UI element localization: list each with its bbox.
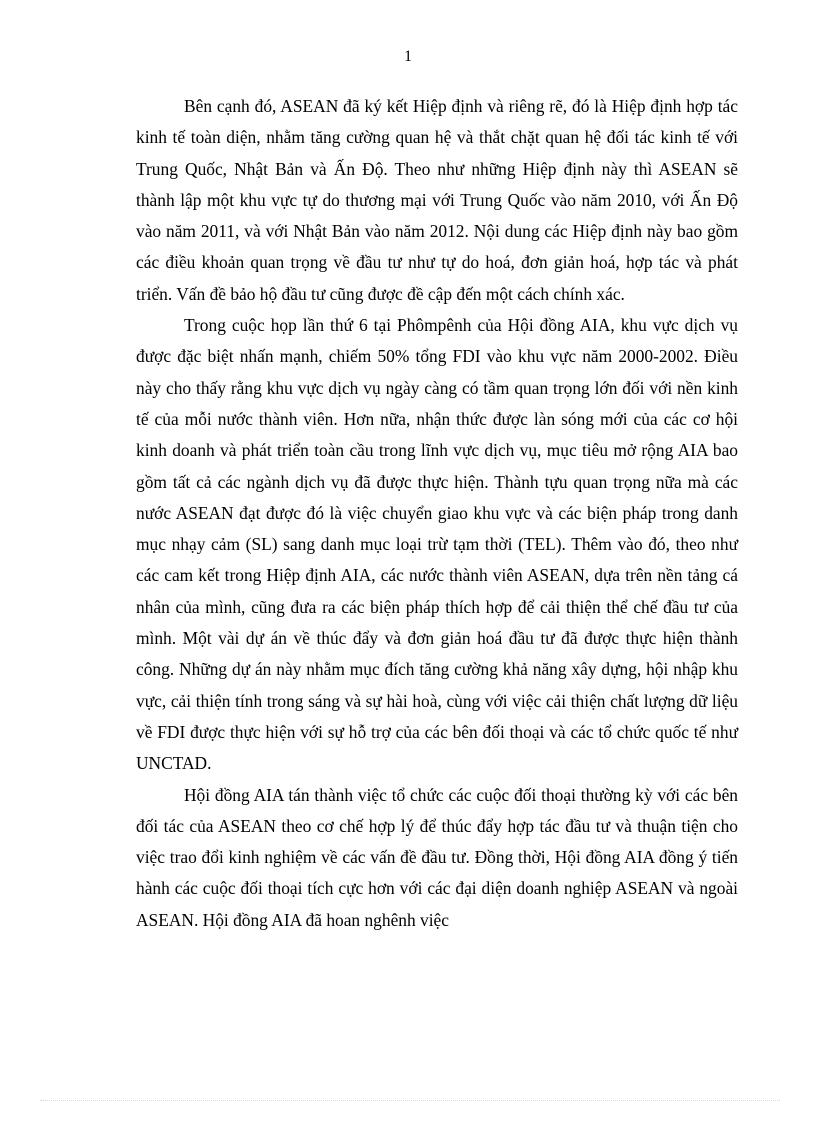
paragraph-asean-agreements: Bên cạnh đó, ASEAN đã ký kết Hiệp định và riêng rẽ, đó là Hiệp định hợp tác kinh tế toàn diện, nhằm tăng cường quan hệ và thắt chặt quan hệ đối tác kinh tế với Trung Quốc, Nhật Bản và Ấn Độ. Theo như những Hiệp định này thì ASEAN sẽ thành lập một khu vực tự do thương mại với Trung Quốc vào năm 2010, với Ấn Độ vào năm 2011, và với Nhật Bản vào năm 2012. Nội dung các Hiệp định này bao gồm các điều khoản quan trọng về đầu tư như tự do hoá, đơn giản hoá, hợp tác và phát triển. Vấn đề bảo hộ đầu tư cũng được đề cập đến một cách chính xác. (136, 96, 738, 304)
document-body (136, 91, 738, 936)
page-number: 1 (404, 48, 412, 65)
footer-divider (40, 1100, 780, 1101)
paragraph-aia-council-meeting: Trong cuộc họp lần thứ 6 tại Phômpênh của Hội đồng AIA, khu vực dịch vụ được đặc biệt nhấn mạnh, chiếm 50% tổng FDI vào khu vực năm 2000-2002. Điều này cho thấy rằng khu vực dịch vụ ngày càng có tầm quan trọng lớn đối với nền kinh tế của mỗi nước thành viên. Hơn nữa, nhận thức được làn sóng mới của các cơ hội kinh doanh và phát triển toàn cầu trong lĩnh vực dịch vụ, mục tiêu mở rộng AIA bao gồm tất cả các ngành dịch vụ đã được thực hiện. Thành tựu quan trọng nữa mà các nước ASEAN đạt được đó là việc chuyển giao khu vực và các biện pháp trong danh mục nhạy cảm (SL) sang danh mục loại trừ tạm thời (TEL). Thêm vào đó, theo như các cam kết trong Hiệp định AIA, các nước thành viên ASEAN, dựa trên nền tảng cá nhân của mình, cũng đưa ra các biện pháp thích hợp để cải thiện thể chế đầu tư của mình. Một vài dự án về thúc đẩy và đơn giản hoá đầu tư đã được thực hiện thành công. Những dự án này nhằm mục đích tăng cường khả năng xây dựng, hội nhập khu vực, cải thiện tính trong sáng và sự hài hoà, cùng với việc cải thiện chất lượng dữ liệu về FDI được thực hiện với sự hỗ trợ của các bên đối thoại và các tổ chức quốc tế như UNCTAD. (136, 315, 738, 774)
paragraph-aia-dialogues: Hội đồng AIA tán thành việc tổ chức các cuộc đối thoại thường kỳ với các bên đối tác của ASEAN theo cơ chế hợp lý để thúc đẩy hợp tác đầu tư và thuận tiện cho việc trao đổi kinh nghiệm về các vấn đề đầu tư. Đồng thời, Hội đồng AIA đồng ý tiến hành các cuộc đối thoại tích cực hơn với các đại diện doanh nghiệp ASEAN và ngoài ASEAN. Hội đồng AIA đã hoan nghênh việc (136, 784, 738, 930)
